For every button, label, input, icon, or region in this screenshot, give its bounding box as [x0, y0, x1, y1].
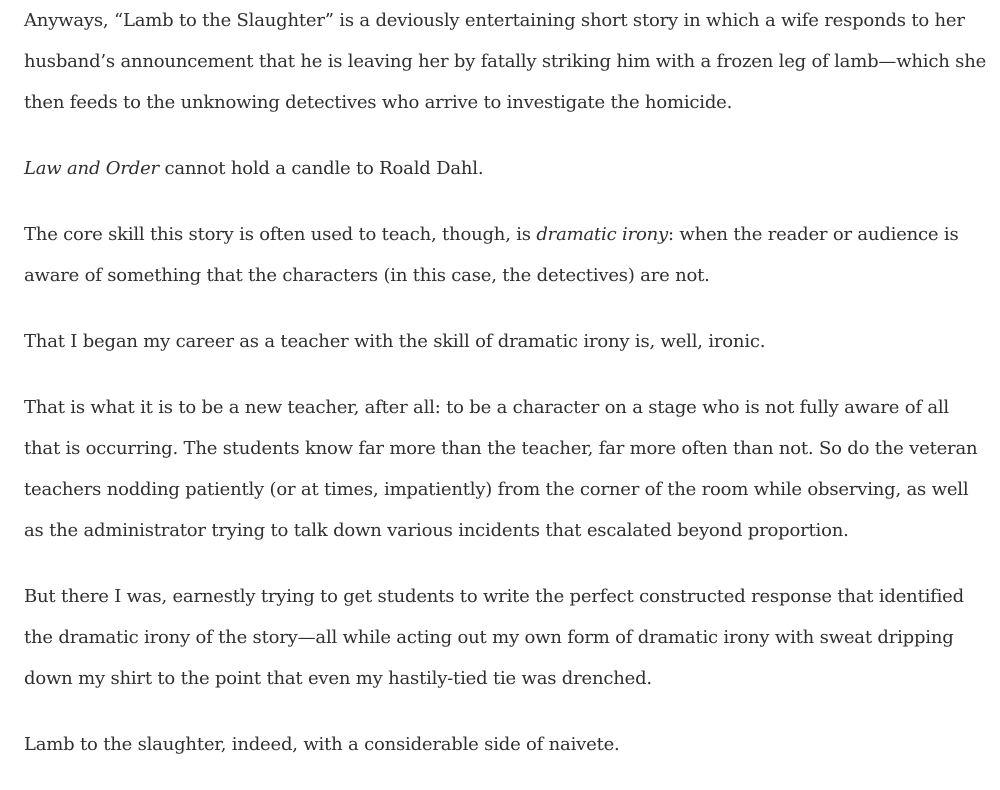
italic-law-and-order: Law and Order	[24, 158, 159, 179]
paragraph-there-i-was: But there I was, earnestly trying to get students to write the perfect constructed response that identified the dramatic irony of the story—all while acting out my own form of dramatic irony with sweat dripping down my shirt to the point that even my hastily-tied tie was drenched.	[24, 586, 964, 689]
paragraph-new-teacher: That is what it is to be a new teacher, after all: to be a character on a stage who is not fully aware of all that is occurring. The students know far more than the teacher, far more often than not. So do the veteran teachers nodding patiently (or at times, impatiently) from the corner of the room while observing, as well as the administrator trying to talk down various incidents that escalated beyond proportion.	[24, 397, 978, 541]
paragraph-dramatic-irony-after: : when the reader or audience is aware of something that the characters (in this case, the detectives) are not.	[24, 224, 959, 286]
paragraph-law-and-order-rest: cannot hold a candle to Roald Dahl.	[158, 158, 484, 179]
paragraph-dramatic-irony	[24, 214, 990, 296]
article-body	[24, 0, 990, 790]
paragraph-career-ironic: That I began my career as a teacher with the skill of dramatic irony is, well, ironic.	[24, 331, 766, 352]
paragraph-dramatic-irony-before: The core skill this story is often used to teach, though, is	[24, 224, 537, 245]
paragraph-lamb-conclusion: Lamb to the slaughter, indeed, with a considerable side of naivete.	[24, 734, 620, 755]
italic-dramatic-irony: dramatic irony	[536, 224, 668, 245]
paragraph-lamb-summary: Anyways, “Lamb to the Slaughter” is a deviously entertaining short story in which a wife responds to her husband’s announcement that he is leaving her by fatally striking him with a frozen leg of lamb—which she then feeds to the unknowing detectives who arrive to investigate the homicide.	[24, 10, 987, 113]
paragraph-law-and-order	[24, 148, 990, 189]
